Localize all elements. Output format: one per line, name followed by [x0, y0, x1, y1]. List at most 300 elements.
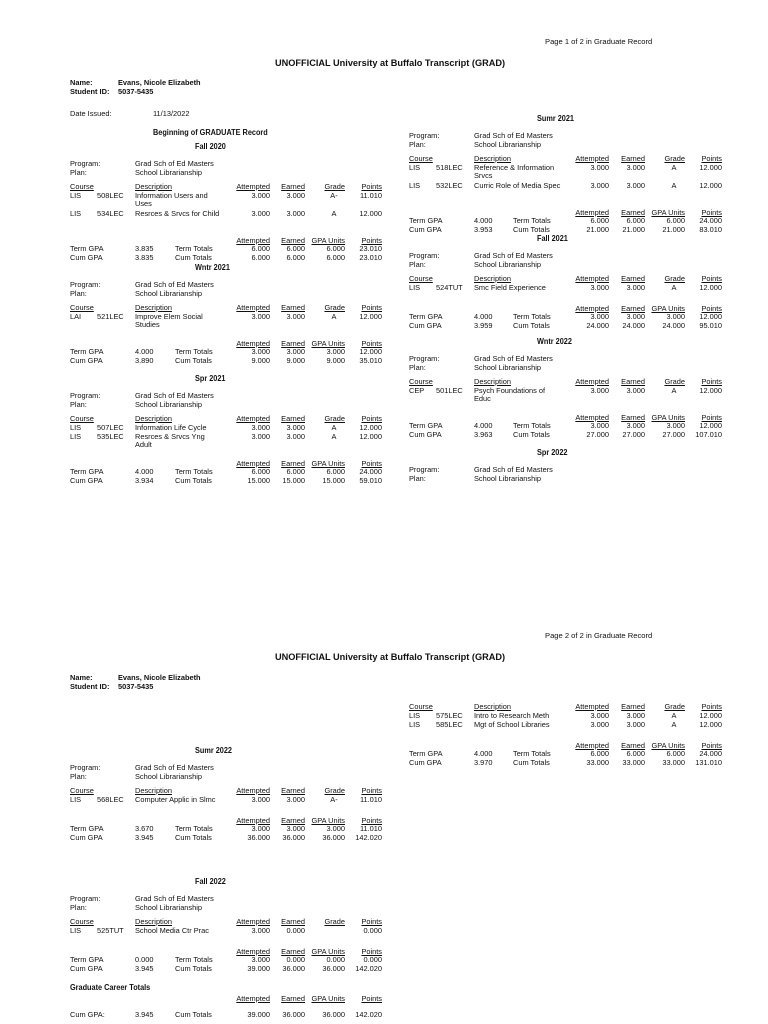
- course-earned: 3.000: [286, 191, 305, 200]
- course-earned: 3.000: [626, 711, 645, 720]
- term-totals-gpa-units: 6.000: [326, 467, 345, 476]
- course-points: 12.000: [359, 432, 382, 441]
- term-heading: Wntr 2022: [537, 336, 572, 346]
- course-header: Course: [409, 274, 433, 283]
- totals-gpa-units-header: GPA Units: [311, 947, 345, 956]
- totals-attempted-header: Attempted: [575, 208, 609, 217]
- course-points: 12.000: [699, 720, 722, 729]
- totals-points-header: Points: [701, 413, 722, 422]
- cum-totals-points: 95.010: [699, 321, 722, 330]
- totals-gpa-units-header: GPA Units: [651, 741, 685, 750]
- totals-attempted-header: Attempted: [236, 947, 270, 956]
- cum-totals-gpa-units: 15.000: [322, 476, 345, 485]
- earned-header: Earned: [621, 274, 645, 283]
- course-earned: 3.000: [626, 181, 645, 190]
- grade-header: Grade: [664, 154, 685, 163]
- term-gpa: 3.670: [135, 824, 154, 833]
- grade-header: Grade: [324, 182, 345, 191]
- cum-totals-gpa-units: 21.000: [662, 225, 685, 234]
- course-grade: A: [331, 312, 337, 321]
- term-totals-earned: 6.000: [626, 216, 645, 225]
- course-earned: 3.000: [626, 163, 645, 172]
- points-header: Points: [701, 274, 722, 283]
- course-earned: 3.000: [286, 432, 305, 441]
- totals-attempted-header: Attempted: [236, 236, 270, 245]
- program-label: Program:: [409, 131, 440, 140]
- course-grade: A-: [330, 795, 338, 804]
- term-totals-points: 24.000: [359, 467, 382, 476]
- cum-gpa: 3.963: [474, 430, 493, 439]
- course-points: 12.000: [699, 181, 722, 190]
- course-earned: 3.000: [626, 386, 645, 395]
- cum-totals-points: 83.010: [699, 225, 722, 234]
- program-name: Grad Sch of Ed Masters: [474, 131, 553, 140]
- earned-header: Earned: [621, 377, 645, 386]
- cum-totals-earned: 36.000: [282, 964, 305, 973]
- program-name: Grad Sch of Ed Masters: [135, 763, 214, 772]
- term-totals-label: Term Totals: [513, 216, 551, 225]
- earned-header: Earned: [621, 154, 645, 163]
- term-totals-attempted: 3.000: [590, 421, 609, 430]
- student-id-label: Student ID:: [70, 682, 110, 691]
- earned-header: Earned: [281, 917, 305, 926]
- course-grade: A: [331, 423, 337, 432]
- record-heading: Beginning of GRADUATE Record: [153, 127, 268, 137]
- term-totals-label: Term Totals: [513, 312, 551, 321]
- cum-totals-gpa-units: 36.000: [322, 833, 345, 842]
- term-gpa-label: Term GPA: [409, 312, 443, 321]
- term-totals-earned: 3.000: [286, 347, 305, 356]
- totals-gpa-units-header: GPA Units: [311, 816, 345, 825]
- totals-points-header: Points: [361, 339, 382, 348]
- cum-gpa-label: Cum GPA: [409, 430, 442, 439]
- totals-points-header: Points: [701, 208, 722, 217]
- term-totals-points: 12.000: [699, 312, 722, 321]
- term-gpa-label: Term GPA: [70, 244, 104, 253]
- course-description: School Media Ctr Prac: [135, 926, 209, 935]
- totals-earned-header: Earned: [621, 413, 645, 422]
- program-name: Grad Sch of Ed Masters: [474, 251, 553, 260]
- earned-header: Earned: [621, 702, 645, 711]
- cum-totals-label: Cum Totals: [513, 758, 550, 767]
- description-header: Description: [135, 303, 172, 312]
- course-description: Smc Field Experience: [474, 283, 546, 292]
- totals-attempted-header: Attempted: [575, 413, 609, 422]
- term-totals-points: 12.000: [359, 347, 382, 356]
- term-totals-attempted: 6.000: [590, 216, 609, 225]
- cum-gpa-label: Cum GPA: [70, 476, 103, 485]
- attempted-header: Attempted: [236, 917, 270, 926]
- course-number: 508LEC: [97, 191, 124, 200]
- grade-header: Grade: [324, 917, 345, 926]
- career-attempted-header: Attempted: [236, 994, 270, 1003]
- term-totals-points: 12.000: [699, 421, 722, 430]
- course-attempted: 3.000: [251, 432, 270, 441]
- career-gpa-units-header: GPA Units: [311, 994, 345, 1003]
- cum-totals-label: Cum Totals: [175, 253, 212, 262]
- term-gpa-label: Term GPA: [70, 824, 104, 833]
- course-subject: LIS: [70, 432, 82, 441]
- grade-header: Grade: [324, 414, 345, 423]
- term-totals-earned: 3.000: [626, 312, 645, 321]
- cum-gpa: 3.934: [135, 476, 154, 485]
- course-subject: LIS: [70, 423, 82, 432]
- plan-name: School Librarianship: [474, 140, 541, 149]
- cum-totals-earned: 27.000: [622, 430, 645, 439]
- course-number: 518LEC: [436, 163, 463, 172]
- totals-gpa-units-header: GPA Units: [651, 208, 685, 217]
- cum-totals-gpa-units: 24.000: [662, 321, 685, 330]
- term-totals-attempted: 6.000: [590, 749, 609, 758]
- student-id: 5037-5435: [118, 87, 154, 96]
- cum-gpa-label: Cum GPA: [409, 321, 442, 330]
- course-earned: 3.000: [286, 312, 305, 321]
- course-description: Information Users and: [135, 191, 208, 200]
- cum-totals-attempted: 27.000: [586, 430, 609, 439]
- course-grade: A: [671, 163, 677, 172]
- term-gpa: 4.000: [135, 347, 154, 356]
- page-title: UNOFFICIAL University at Buffalo Transcript (GRAD): [275, 652, 506, 662]
- program-name: Grad Sch of Ed Masters: [135, 280, 214, 289]
- totals-gpa-units-header: GPA Units: [311, 459, 345, 468]
- term-gpa: 4.000: [474, 216, 493, 225]
- course-earned: 3.000: [286, 795, 305, 804]
- cum-gpa-label: Cum GPA: [70, 964, 103, 973]
- points-header: Points: [701, 154, 722, 163]
- totals-attempted-header: Attempted: [236, 339, 270, 348]
- career-cum-gpa: 3.945: [135, 1010, 154, 1019]
- course-description: Educ: [474, 394, 491, 403]
- course-header: Course: [70, 182, 94, 191]
- program-label: Program:: [70, 159, 101, 168]
- term-totals-gpa-units: 6.000: [326, 244, 345, 253]
- plan-name: School Librarianship: [135, 772, 202, 781]
- term-totals-earned: 3.000: [626, 421, 645, 430]
- course-subject: LIS: [409, 720, 421, 729]
- description-header: Description: [474, 377, 511, 386]
- term-totals-gpa-units: 0.000: [326, 955, 345, 964]
- term-gpa-label: Term GPA: [409, 749, 443, 758]
- career-cum-totals-label: Cum Totals: [175, 1010, 212, 1019]
- term-gpa-label: Term GPA: [70, 955, 104, 964]
- course-earned: 3.000: [626, 720, 645, 729]
- term-gpa: 4.000: [474, 421, 493, 430]
- plan-name: School Librarianship: [135, 903, 202, 912]
- course-points: 12.000: [699, 711, 722, 720]
- totals-earned-header: Earned: [281, 459, 305, 468]
- course-attempted: 3.000: [590, 163, 609, 172]
- description-header: Description: [135, 182, 172, 191]
- plan-label: Plan:: [70, 289, 87, 298]
- description-header: Description: [474, 702, 511, 711]
- career-earned-header: Earned: [281, 994, 305, 1003]
- grade-header: Grade: [324, 786, 345, 795]
- career-attempted: 39.000: [247, 1010, 270, 1019]
- course-subject: LAI: [70, 312, 82, 321]
- term-heading: Sumr 2022: [195, 745, 232, 755]
- term-totals-points: 24.000: [699, 216, 722, 225]
- term-totals-attempted: 3.000: [590, 312, 609, 321]
- term-totals-gpa-units: 6.000: [666, 216, 685, 225]
- course-attempted: 3.000: [590, 386, 609, 395]
- cum-gpa: 3.953: [474, 225, 493, 234]
- course-description: Information Life Cycle: [135, 423, 207, 432]
- program-label: Program:: [70, 391, 101, 400]
- totals-points-header: Points: [361, 459, 382, 468]
- program-label: Program:: [409, 251, 440, 260]
- totals-gpa-units-header: GPA Units: [311, 339, 345, 348]
- course-earned: 3.000: [286, 209, 305, 218]
- course-attempted: 3.000: [590, 283, 609, 292]
- totals-attempted-header: Attempted: [575, 741, 609, 750]
- term-totals-gpa-units: 3.000: [326, 347, 345, 356]
- course-subject: LIS: [70, 191, 82, 200]
- program-label: Program:: [409, 465, 440, 474]
- course-header: Course: [70, 917, 94, 926]
- career-points-header: Points: [361, 994, 382, 1003]
- course-attempted: 3.000: [251, 209, 270, 218]
- plan-name: School Librarianship: [474, 260, 541, 269]
- plan-label: Plan:: [70, 168, 87, 177]
- cum-totals-attempted: 39.000: [247, 964, 270, 973]
- term-totals-points: 0.000: [363, 955, 382, 964]
- cum-totals-points: 131.010: [695, 758, 722, 767]
- course-subject: CEP: [409, 386, 425, 395]
- course-earned: 3.000: [626, 283, 645, 292]
- attempted-header: Attempted: [236, 303, 270, 312]
- term-gpa: 3.835: [135, 244, 154, 253]
- course-description: Improve Elem Social: [135, 312, 203, 321]
- term-heading: Spr 2021: [195, 373, 226, 383]
- cum-gpa-label: Cum GPA: [70, 356, 103, 365]
- cum-totals-earned: 21.000: [622, 225, 645, 234]
- totals-points-header: Points: [701, 741, 722, 750]
- course-description: Adult: [135, 440, 152, 449]
- date-issued-label: Date Issued:: [70, 109, 112, 118]
- cum-gpa-label: Cum GPA: [70, 253, 103, 262]
- cum-gpa-label: Cum GPA: [409, 758, 442, 767]
- cum-totals-earned: 24.000: [622, 321, 645, 330]
- description-header: Description: [135, 786, 172, 795]
- course-description: Psych Foundations of: [474, 386, 546, 395]
- term-totals-label: Term Totals: [175, 467, 213, 476]
- cum-totals-label: Cum Totals: [175, 964, 212, 973]
- cum-totals-attempted: 6.000: [251, 253, 270, 262]
- course-number: 532LEC: [436, 181, 463, 190]
- earned-header: Earned: [281, 182, 305, 191]
- totals-earned-header: Earned: [281, 947, 305, 956]
- plan-label: Plan:: [70, 772, 87, 781]
- term-totals-label: Term Totals: [175, 824, 213, 833]
- course-points: 0.000: [363, 926, 382, 935]
- points-header: Points: [361, 917, 382, 926]
- student-id: 5037-5435: [118, 682, 154, 691]
- cum-gpa: 3.890: [135, 356, 154, 365]
- course-description: Curric Role of Media Spec: [474, 181, 561, 190]
- term-totals-attempted: 6.000: [251, 467, 270, 476]
- points-header: Points: [361, 182, 382, 191]
- course-description: Mgt of School Libraries: [474, 720, 550, 729]
- totals-attempted-header: Attempted: [575, 304, 609, 313]
- course-description: Resrces & Srvcs for Child: [135, 209, 220, 218]
- term-totals-label: Term Totals: [513, 749, 551, 758]
- course-description: Computer Applic in Slmc: [135, 795, 216, 804]
- cum-totals-label: Cum Totals: [175, 476, 212, 485]
- name-label: Name:: [70, 78, 93, 87]
- earned-header: Earned: [281, 414, 305, 423]
- attempted-header: Attempted: [236, 182, 270, 191]
- cum-totals-attempted: 24.000: [586, 321, 609, 330]
- course-subject: LIS: [409, 711, 421, 720]
- attempted-header: Attempted: [575, 274, 609, 283]
- cum-totals-attempted: 33.000: [586, 758, 609, 767]
- attempted-header: Attempted: [575, 154, 609, 163]
- plan-name: School Librarianship: [135, 400, 202, 409]
- term-totals-attempted: 6.000: [251, 244, 270, 253]
- career-points: 142.020: [355, 1010, 382, 1019]
- cum-gpa: 3.835: [135, 253, 154, 262]
- course-attempted: 3.000: [251, 423, 270, 432]
- cum-totals-points: 59.010: [359, 476, 382, 485]
- cum-totals-attempted: 21.000: [586, 225, 609, 234]
- term-totals-label: Term Totals: [513, 421, 551, 430]
- career-heading: Graduate Career Totals: [70, 982, 151, 992]
- course-points: 12.000: [699, 163, 722, 172]
- course-number: 575LEC: [436, 711, 463, 720]
- totals-earned-header: Earned: [281, 816, 305, 825]
- cum-totals-gpa-units: 9.000: [326, 356, 345, 365]
- program-name: Grad Sch of Ed Masters: [474, 354, 553, 363]
- totals-gpa-units-header: GPA Units: [651, 413, 685, 422]
- cum-totals-points: 107.010: [695, 430, 722, 439]
- term-heading: Fall 2021: [537, 233, 568, 243]
- totals-gpa-units-header: GPA Units: [311, 236, 345, 245]
- term-totals-earned: 6.000: [286, 244, 305, 253]
- course-subject: LIS: [70, 209, 82, 218]
- program-name: Grad Sch of Ed Masters: [474, 465, 553, 474]
- cum-totals-label: Cum Totals: [513, 430, 550, 439]
- cum-totals-points: 35.010: [359, 356, 382, 365]
- totals-earned-header: Earned: [281, 339, 305, 348]
- term-totals-label: Term Totals: [175, 244, 213, 253]
- student-name: Evans, Nicole Elizabeth: [118, 673, 201, 682]
- course-header: Course: [409, 154, 433, 163]
- plan-label: Plan:: [409, 140, 426, 149]
- plan-label: Plan:: [70, 903, 87, 912]
- term-gpa-label: Term GPA: [70, 347, 104, 356]
- cum-totals-label: Cum Totals: [175, 833, 212, 842]
- term-totals-gpa-units: 6.000: [666, 749, 685, 758]
- totals-earned-header: Earned: [621, 741, 645, 750]
- course-earned: 0.000: [286, 926, 305, 935]
- cum-totals-gpa-units: 6.000: [326, 253, 345, 262]
- course-attempted: 3.000: [251, 191, 270, 200]
- page-title: UNOFFICIAL University at Buffalo Transcript (GRAD): [275, 58, 506, 68]
- course-description: Srvcs: [474, 171, 493, 180]
- plan-name: School Librarianship: [474, 363, 541, 372]
- totals-attempted-header: Attempted: [236, 816, 270, 825]
- course-attempted: 3.000: [251, 795, 270, 804]
- totals-points-header: Points: [701, 304, 722, 313]
- points-header: Points: [361, 414, 382, 423]
- program-label: Program:: [409, 354, 440, 363]
- cum-gpa: 3.959: [474, 321, 493, 330]
- program-label: Program:: [70, 894, 101, 903]
- course-attempted: 3.000: [251, 312, 270, 321]
- cum-totals-gpa-units: 36.000: [322, 964, 345, 973]
- term-gpa-label: Term GPA: [409, 421, 443, 430]
- cum-totals-earned: 33.000: [622, 758, 645, 767]
- totals-points-header: Points: [361, 947, 382, 956]
- cum-gpa-label: Cum GPA: [409, 225, 442, 234]
- term-totals-gpa-units: 3.000: [666, 421, 685, 430]
- program-name: Grad Sch of Ed Masters: [135, 391, 214, 400]
- course-header: Course: [70, 303, 94, 312]
- course-grade: A: [671, 720, 677, 729]
- cum-totals-gpa-units: 27.000: [662, 430, 685, 439]
- course-description: Intro to Research Meth: [474, 711, 550, 720]
- cum-totals-earned: 36.000: [282, 833, 305, 842]
- course-number: 525TUT: [97, 926, 124, 935]
- points-header: Points: [701, 377, 722, 386]
- course-number: 568LEC: [97, 795, 124, 804]
- course-points: 11.010: [359, 795, 382, 804]
- plan-name: School Librarianship: [135, 289, 202, 298]
- career-earned: 36.000: [282, 1010, 305, 1019]
- course-grade: A: [331, 209, 337, 218]
- course-subject: LIS: [409, 181, 421, 190]
- term-gpa: 4.000: [135, 467, 154, 476]
- term-totals-earned: 0.000: [286, 955, 305, 964]
- totals-points-header: Points: [361, 236, 382, 245]
- course-description: Studies: [135, 320, 160, 329]
- course-attempted: 3.000: [590, 720, 609, 729]
- cum-totals-earned: 15.000: [282, 476, 305, 485]
- course-grade: A: [331, 432, 337, 441]
- cum-totals-label: Cum Totals: [513, 225, 550, 234]
- course-grade: A: [671, 181, 677, 190]
- term-heading: Fall 2020: [195, 141, 226, 151]
- term-totals-gpa-units: 3.000: [326, 824, 345, 833]
- program-label: Program:: [70, 280, 101, 289]
- course-header: Course: [409, 377, 433, 386]
- course-number: 534LEC: [97, 209, 124, 218]
- grade-header: Grade: [664, 274, 685, 283]
- grade-header: Grade: [664, 702, 685, 711]
- course-description: Reference & Information: [474, 163, 555, 172]
- term-totals-label: Term Totals: [175, 955, 213, 964]
- student-name: Evans, Nicole Elizabeth: [118, 78, 201, 87]
- course-header: Course: [70, 414, 94, 423]
- page-number: Page 2 of 2 in Graduate Record: [545, 631, 653, 640]
- course-points: 12.000: [359, 209, 382, 218]
- term-totals-points: 24.000: [699, 749, 722, 758]
- course-points: 12.000: [359, 312, 382, 321]
- description-header: Description: [135, 917, 172, 926]
- name-label: Name:: [70, 673, 93, 682]
- course-grade: A: [671, 283, 677, 292]
- term-gpa: 4.000: [474, 312, 493, 321]
- plan-label: Plan:: [409, 363, 426, 372]
- course-grade: A: [671, 711, 677, 720]
- description-header: Description: [135, 414, 172, 423]
- cum-totals-label: Cum Totals: [513, 321, 550, 330]
- course-grade: A: [671, 386, 677, 395]
- attempted-header: Attempted: [575, 377, 609, 386]
- course-subject: LIS: [70, 795, 82, 804]
- cum-totals-attempted: 9.000: [251, 356, 270, 365]
- cum-gpa-label: Cum GPA: [70, 833, 103, 842]
